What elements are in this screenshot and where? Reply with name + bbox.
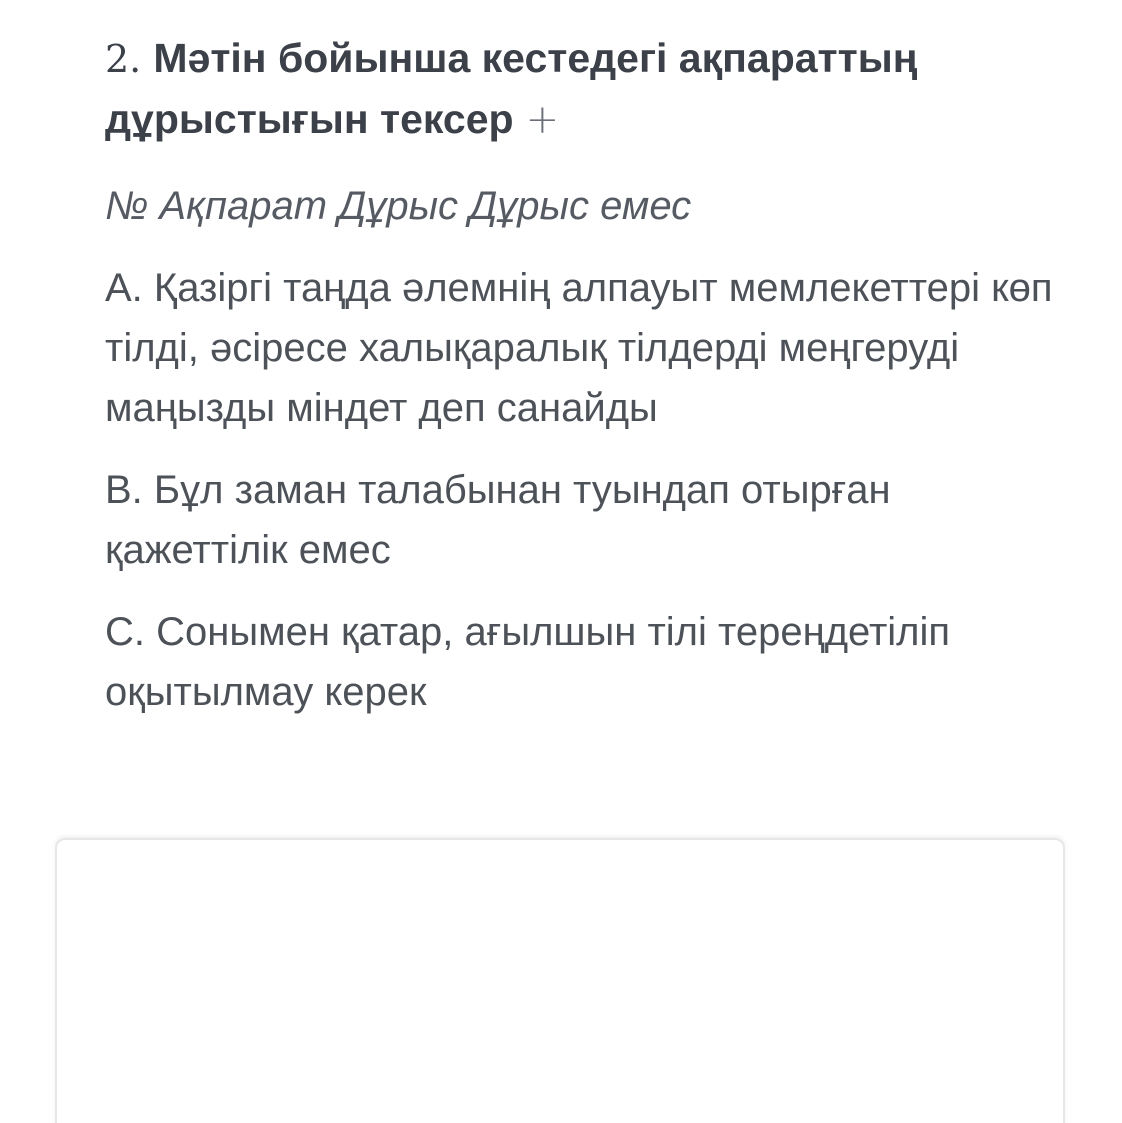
table-header: № Ақпарат Дұрыс Дұрыс емес (105, 184, 692, 228)
option-b: В. Бұл заман талабынан туындап отырған қажеттілік емес (105, 468, 891, 572)
option-c: С. Сонымен қатар, ағылшын тілі тереңдетіліп оқытылмау керек (105, 610, 951, 714)
question-number: 2. (105, 37, 142, 81)
answer-input-box[interactable] (55, 838, 1065, 1123)
question-title (105, 28, 1065, 150)
option-a: А. Қазіргі таңда әлемнің алпауыт мемлекеттері көп тілді, әсіресе халықаралық тілдерді меңгеруді маңызды міндет деп санайды (105, 266, 1053, 430)
question-text: Мәтін бойынша кестедегі ақпараттың дұрыстығын тексер (105, 35, 918, 142)
question-block (105, 28, 1065, 722)
plus-icon[interactable]: + (525, 97, 560, 143)
